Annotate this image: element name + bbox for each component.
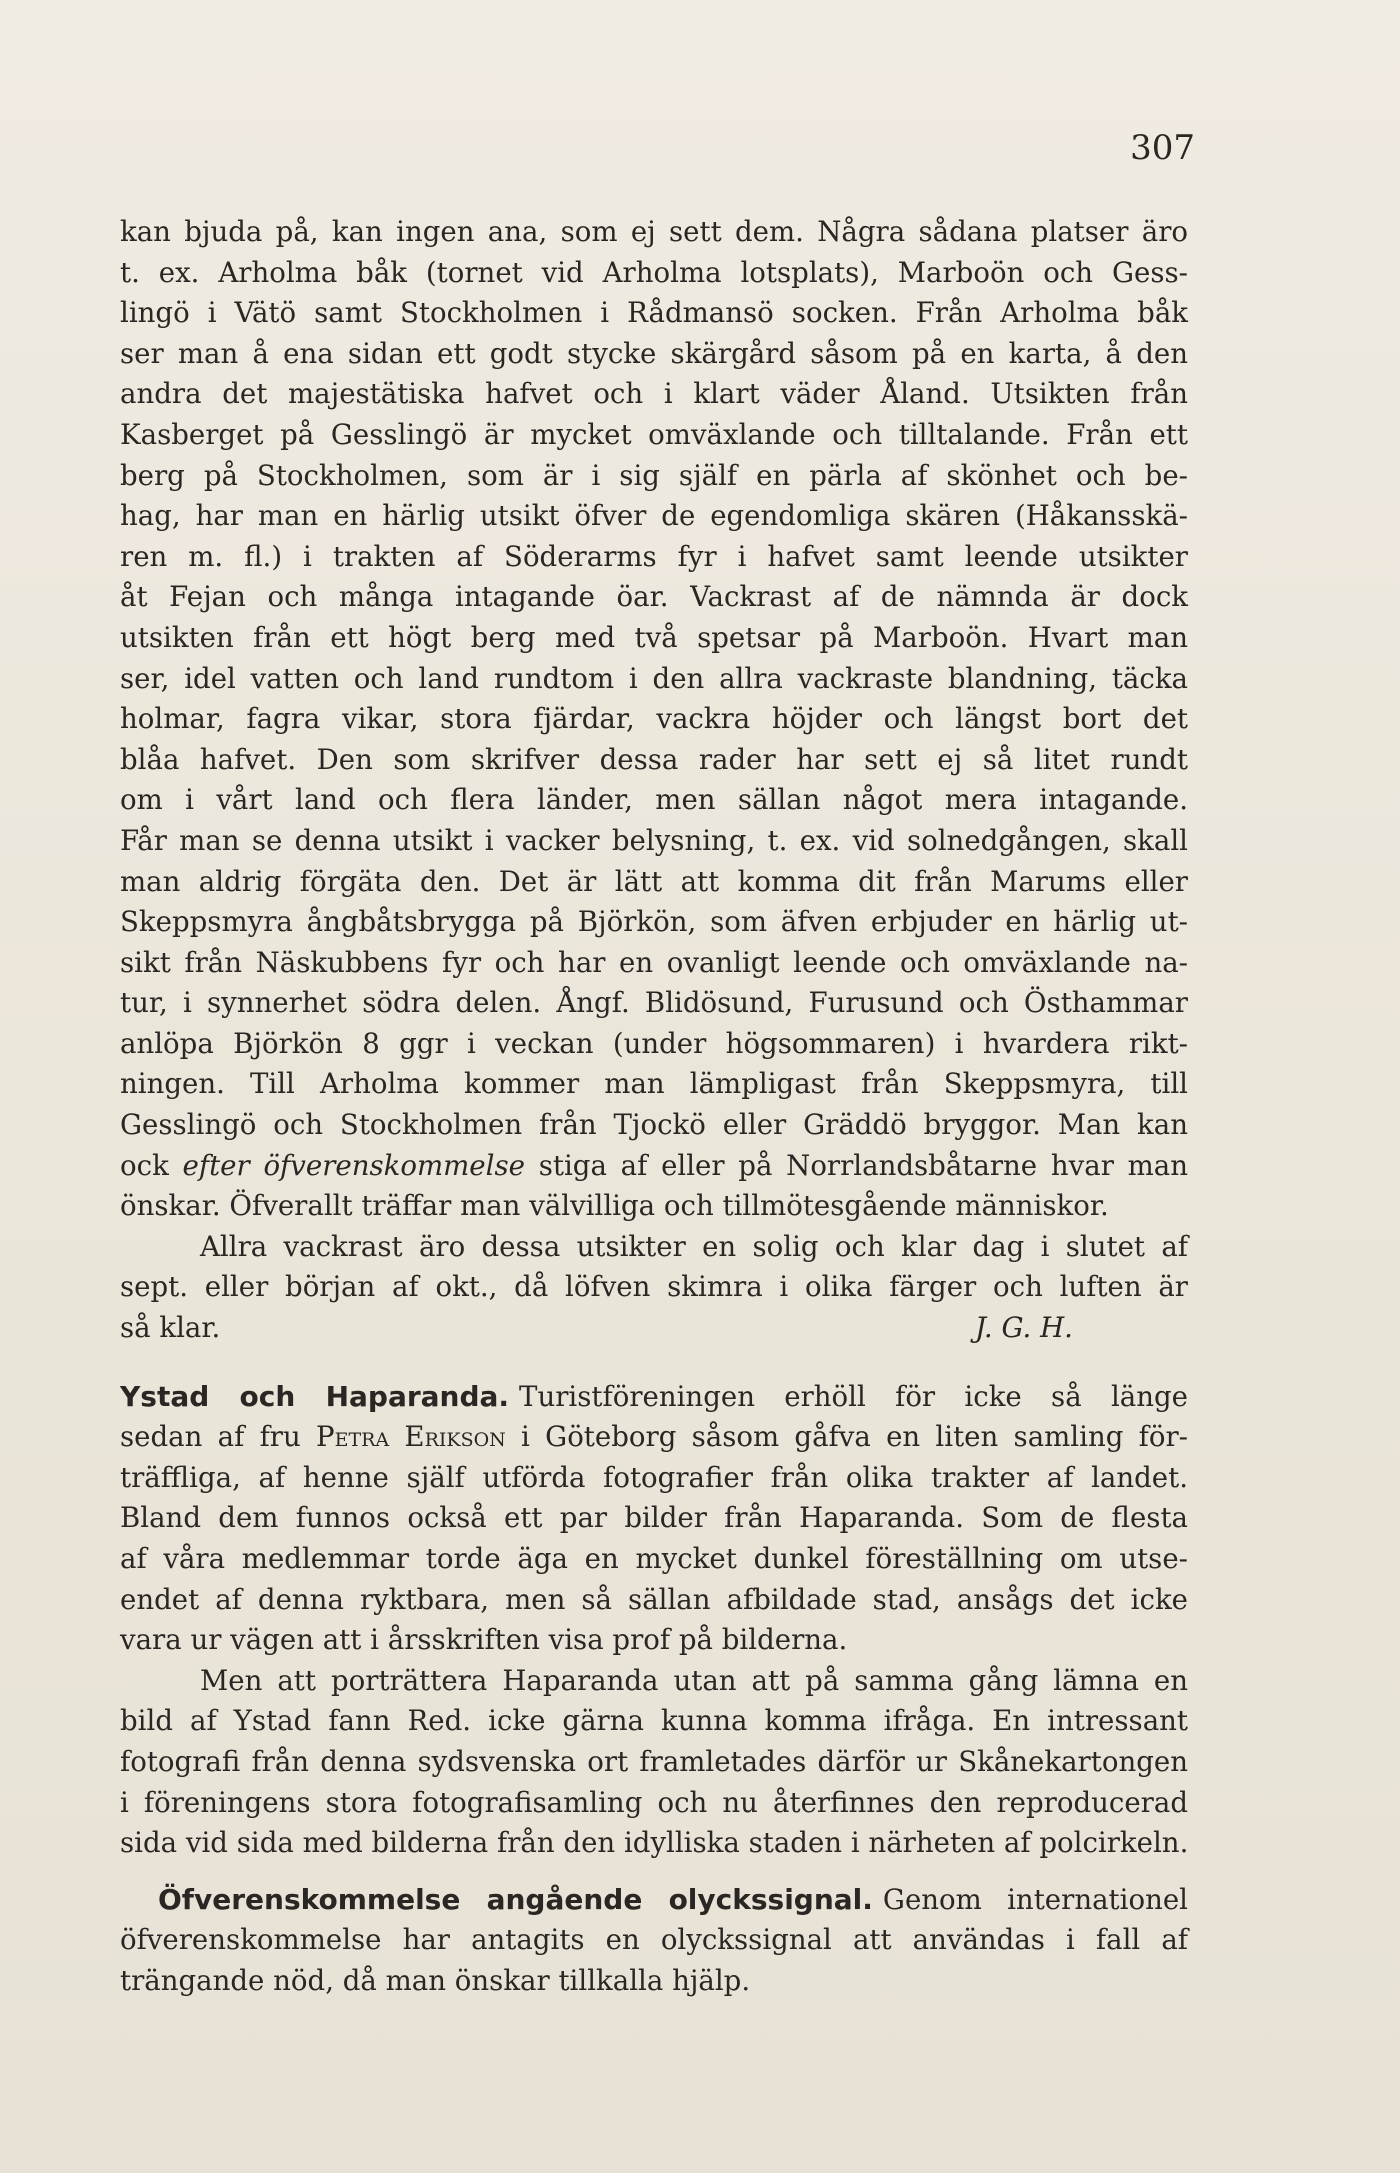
text-line: fotografi från denna sydsvenska ort framletades därför ur Skånekartongen [120, 1744, 1188, 1778]
text-column [120, 212, 1188, 2002]
text-line: ser man å ena sidan ett godt stycke skärgård såsom på en karta, å den [120, 336, 1188, 370]
text-line: bild af Ystad fann Red. icke gärna kunna komma ifråga. En intressant [120, 1704, 1188, 1738]
article-olyckssignal [120, 1880, 1188, 2002]
text-line-italic [120, 1146, 1188, 1187]
text-line: vara ur vägen att i årsskriften visa prof på bilderna. [120, 1623, 848, 1657]
italic-phrase: efter öfverenskommelse [182, 1148, 525, 1182]
text-span: i Göteborg såsom gåfva en liten samling för- [505, 1420, 1188, 1454]
text-line: i föreningens stora fotografisamling och nu återfinnes den reproducerad [120, 1785, 1188, 1819]
text-line: önskar. Öfverallt träffar man välvilliga och tillmötesgående människor. [120, 1189, 1109, 1223]
section-heading: Ystad och Haparanda. [120, 1379, 510, 1413]
text-line: sida vid sida med bilderna från den idylliska staden i närheten af polcirkeln. [120, 1826, 1189, 1860]
text-line: Bland dem funnos också ett par bilder från Haparanda. Som de flesta [120, 1501, 1188, 1535]
text-line: holmar, fagra vikar, stora fjärdar, vackra höjder och längst bort det [120, 702, 1188, 736]
section-gap [120, 1349, 1188, 1377]
text-line: tur, i synnerhet södra delen. Ångf. Blidösund, Furusund och Östhammar [120, 986, 1188, 1020]
text-line: ningen. Till Arholma kommer man lämpligast från Skeppsmyra, till [120, 1067, 1188, 1101]
text-span: så klar. [120, 1311, 221, 1345]
text-line: om i vårt land och flera länder, men sällan något mera intagande. [120, 783, 1188, 817]
text-line: berg på Stockholmen, som är i sig själf en pärla af skönhet och be- [120, 458, 1188, 492]
text-span [389, 1420, 404, 1453]
text-line: ren m. fl.) i trakten af Söderarms fyr i hafvet samt leende utsikter [120, 539, 1188, 573]
text-line: Gesslingö och Stockholmen från Tjockö eller Gräddö bryggor. Man kan [120, 1108, 1188, 1142]
article-ystad-haparanda [120, 1377, 1188, 1864]
text-span: Turistföreningen erhöll för icke så länge [519, 1379, 1188, 1413]
text-line [120, 1880, 1188, 1921]
person-last-name: Erikson [404, 1420, 506, 1454]
text-line: af våra medlemmar torde äga en mycket dunkel föreställning om utse- [120, 1542, 1188, 1575]
text-line [120, 1377, 1188, 1418]
text-line: Skeppsmyra ångbåtsbrygga på Björkön, som äfven erbjuder en härlig ut- [120, 905, 1188, 939]
signature-line [120, 1308, 1188, 1349]
text-line: trängande nöd, då man önskar tillkalla hjälp. [120, 1963, 751, 1997]
text-line: man aldrig förgäta den. Det är lätt att komma dit från Marums eller [120, 864, 1188, 898]
text-line: anlöpa Björkön 8 ggr i veckan (under högsommaren) i hvardera rikt- [120, 1026, 1188, 1060]
person-first-name: Petra [316, 1420, 390, 1454]
text-line: utsikten från ett högt berg med två spetsar på Marboön. Hvart man [120, 620, 1188, 654]
text-span: ock [120, 1148, 183, 1182]
text-line: kan bjuda på, kan ingen ana, som ej sett dem. Några sådana platser äro [120, 215, 1188, 248]
text-span: Genom internationel [882, 1882, 1188, 1916]
text-line: lingö i Vätö samt Stockholmen i Rådmansö socken. Från Arholma båk [120, 296, 1188, 330]
text-span: sedan af fru [120, 1420, 317, 1454]
text-line [120, 1417, 1188, 1458]
text-line: Kasberget på Gesslingö är mycket omväxlande och tilltalande. Från ett [120, 417, 1188, 451]
text-line: andra det majestätiska hafvet och i klart väder Åland. Utsikten från [120, 377, 1188, 411]
text-line: Får man se denna utsikt i vacker belysning, t. ex. vid solnedgången, skall [120, 823, 1188, 857]
article-utsikter [120, 212, 1188, 1349]
text-line: hag, har man en härlig utsikt öfver de egendomliga skären (Håkansskä- [120, 499, 1188, 533]
section-heading: Öfverenskommelse angående olyckssignal. [158, 1882, 873, 1916]
text-line: sikt från Näskubbens fyr och har en ovanligt leende och omväxlande na- [120, 945, 1188, 979]
author-signature: J. G. H. [975, 1311, 1073, 1345]
section-gap [120, 1864, 1188, 1880]
text-line: Men att porträttera Haparanda utan att på samma gång lämna en [200, 1663, 1188, 1697]
text-line: ser, idel vatten och land rundtom i den allra vackraste blandning, täcka [120, 661, 1188, 695]
text-line: endet af denna ryktbara, men så sällan afbildade stad, ansågs det icke [120, 1582, 1188, 1616]
text-line: t. ex. Arholma båk (tornet vid Arholma lotsplats), Marboön och Gess- [120, 255, 1188, 289]
text-line: sept. eller början af okt., då löfven skimra i olika färger och luften är [120, 1270, 1188, 1304]
text-span: stiga af eller på Norrlandsbåtarne hvar man [524, 1148, 1189, 1182]
text-line: åt Fejan och många intagande öar. Vackrast af de nämnda är dock [120, 580, 1188, 614]
text-line: öfverenskommelse har antagits en olyckssignal att användas i fall af [120, 1923, 1188, 1957]
text-line: blåa hafvet. Den som skrifver dessa rader har sett ej så litet rundt [120, 742, 1188, 776]
text-line: träffliga, af henne själf utförda fotografier från olika trakter af landet. [120, 1460, 1188, 1494]
text-line: Allra vackrast äro dessa utsikter en solig och klar dag i slutet af [200, 1229, 1188, 1263]
page-number: 307 [1130, 128, 1195, 168]
